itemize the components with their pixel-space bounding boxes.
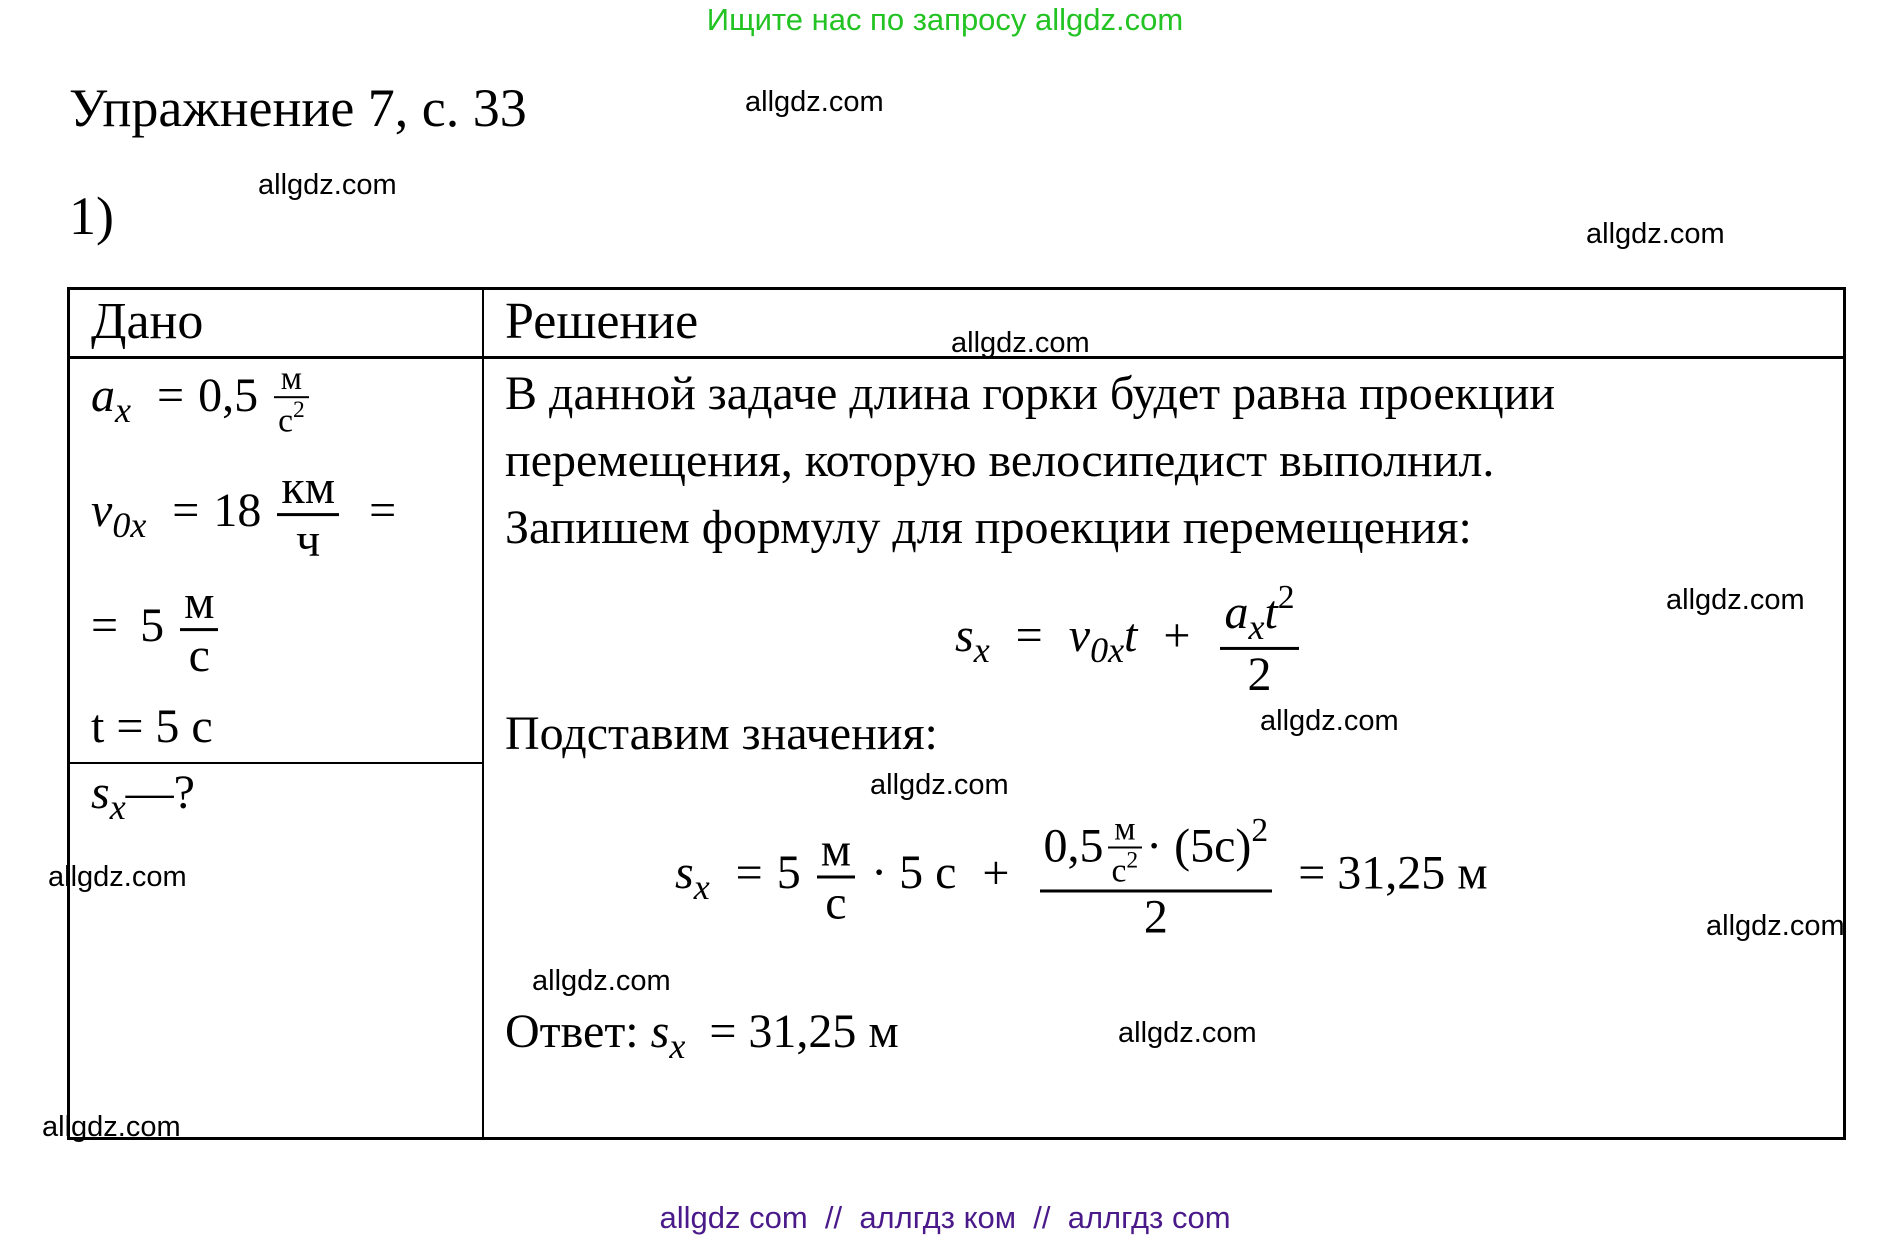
eq: = — [172, 484, 200, 538]
answer — [505, 1004, 899, 1074]
watermark: allgdz.com — [42, 1111, 181, 1143]
unit-fraction — [180, 578, 218, 682]
unit-fraction — [274, 361, 309, 439]
unit-num: км — [277, 463, 339, 516]
var: v — [1068, 609, 1091, 663]
eq: = — [369, 484, 397, 538]
column-divider — [482, 290, 484, 1137]
given-acceleration — [91, 361, 313, 439]
watermark: allgdz.com — [1666, 584, 1805, 616]
given-velocity — [91, 463, 410, 567]
var: s — [91, 766, 110, 820]
unit-den: с — [825, 876, 847, 930]
sub: x — [109, 786, 126, 827]
sub: 0x — [112, 504, 147, 545]
watermark: allgdz.com — [870, 769, 1009, 801]
sub: x — [1248, 606, 1265, 647]
unit-fraction — [817, 825, 855, 929]
displacement-formula — [955, 580, 1303, 700]
var: s — [955, 609, 974, 663]
find-displacement — [91, 765, 195, 835]
watermark: allgdz.com — [745, 86, 884, 118]
var: t — [1124, 609, 1138, 663]
plus: + — [982, 846, 1010, 900]
eq: = — [156, 369, 185, 423]
denominator: 2 — [1143, 890, 1168, 944]
page-title: Упражнение 7, с. 33 — [69, 78, 527, 138]
value: 0,5 — [198, 369, 259, 423]
solution-line-3: Запишем формулу для проекции перемещения: — [505, 501, 1472, 554]
footer-banner: allgdz com // аллгдз ком // аллгдз com — [659, 1200, 1231, 1235]
solution-line-2: перемещения, которую велосипедист выполнил. — [505, 434, 1495, 487]
result: = 31,25 м — [1298, 846, 1488, 900]
unit-num: м — [1108, 811, 1143, 848]
var: a — [91, 369, 115, 423]
unit-fraction — [1108, 811, 1143, 889]
unit-den — [274, 398, 309, 438]
value: 18 — [213, 484, 262, 538]
unit-num: м — [817, 825, 855, 878]
unit-den: ч — [296, 514, 321, 568]
answer-label: Ответ: — [505, 1005, 639, 1059]
numerator — [1040, 811, 1273, 892]
solution-line-1: В данной задаче длина горки будет равна проекции — [505, 367, 1556, 420]
eq: = — [735, 846, 763, 900]
time-squared: · (5с) — [1146, 819, 1252, 873]
var: s — [675, 846, 694, 900]
value: 0,5 — [1043, 819, 1104, 873]
denominator: 2 — [1247, 647, 1272, 701]
unit-den: с — [188, 629, 210, 683]
calculation-formula — [675, 811, 1488, 942]
fraction — [1040, 811, 1273, 942]
unit-den — [1108, 849, 1143, 889]
unit-fraction — [277, 463, 339, 567]
unit-den-text: с — [278, 402, 293, 440]
numerator — [1220, 580, 1298, 650]
var: a — [1224, 586, 1249, 640]
watermark: allgdz.com — [48, 861, 187, 893]
given-divider — [70, 762, 482, 764]
watermark: allgdz.com — [951, 327, 1090, 359]
eq: = — [1015, 609, 1043, 663]
sub: x — [115, 389, 131, 430]
given-time: t = 5 с — [91, 700, 213, 753]
watermark: allgdz.com — [258, 169, 397, 201]
unit-num: м — [180, 578, 218, 631]
sub: x — [693, 866, 710, 907]
var: v — [91, 484, 113, 538]
answer-value: = 31,25 м — [709, 1005, 899, 1059]
unit-num: м — [274, 361, 309, 398]
multiplier: · 5 с — [871, 846, 957, 900]
fraction — [1220, 580, 1298, 700]
unit-den-text: с — [1111, 852, 1127, 890]
power: 2 — [1251, 812, 1269, 850]
power: 2 — [292, 397, 305, 424]
eq: = — [91, 599, 119, 653]
power: 2 — [1277, 578, 1295, 616]
var: s — [650, 1005, 670, 1059]
value: 5 — [140, 599, 165, 653]
watermark: allgdz.com — [1586, 218, 1725, 250]
solution-header: Решение — [505, 293, 699, 350]
sub: 0x — [1090, 629, 1125, 670]
value: 5 — [776, 846, 801, 900]
watermark: allgdz.com — [1118, 1017, 1257, 1049]
watermark: allgdz.com — [1260, 705, 1399, 737]
sub: x — [669, 1025, 686, 1066]
item-number: 1) — [69, 186, 114, 246]
watermark: allgdz.com — [1706, 910, 1845, 942]
given-velocity-si — [91, 578, 222, 682]
plus: + — [1163, 609, 1191, 663]
given-header: Дано — [91, 293, 204, 350]
question: —? — [125, 766, 195, 820]
substitute-label: Подставим значения: — [505, 707, 938, 760]
power: 2 — [1126, 847, 1139, 874]
sub: x — [973, 629, 990, 670]
search-banner: Ищите нас по запросу allgdz.com — [706, 2, 1184, 37]
watermark: allgdz.com — [532, 965, 671, 997]
var: t — [1264, 586, 1278, 640]
